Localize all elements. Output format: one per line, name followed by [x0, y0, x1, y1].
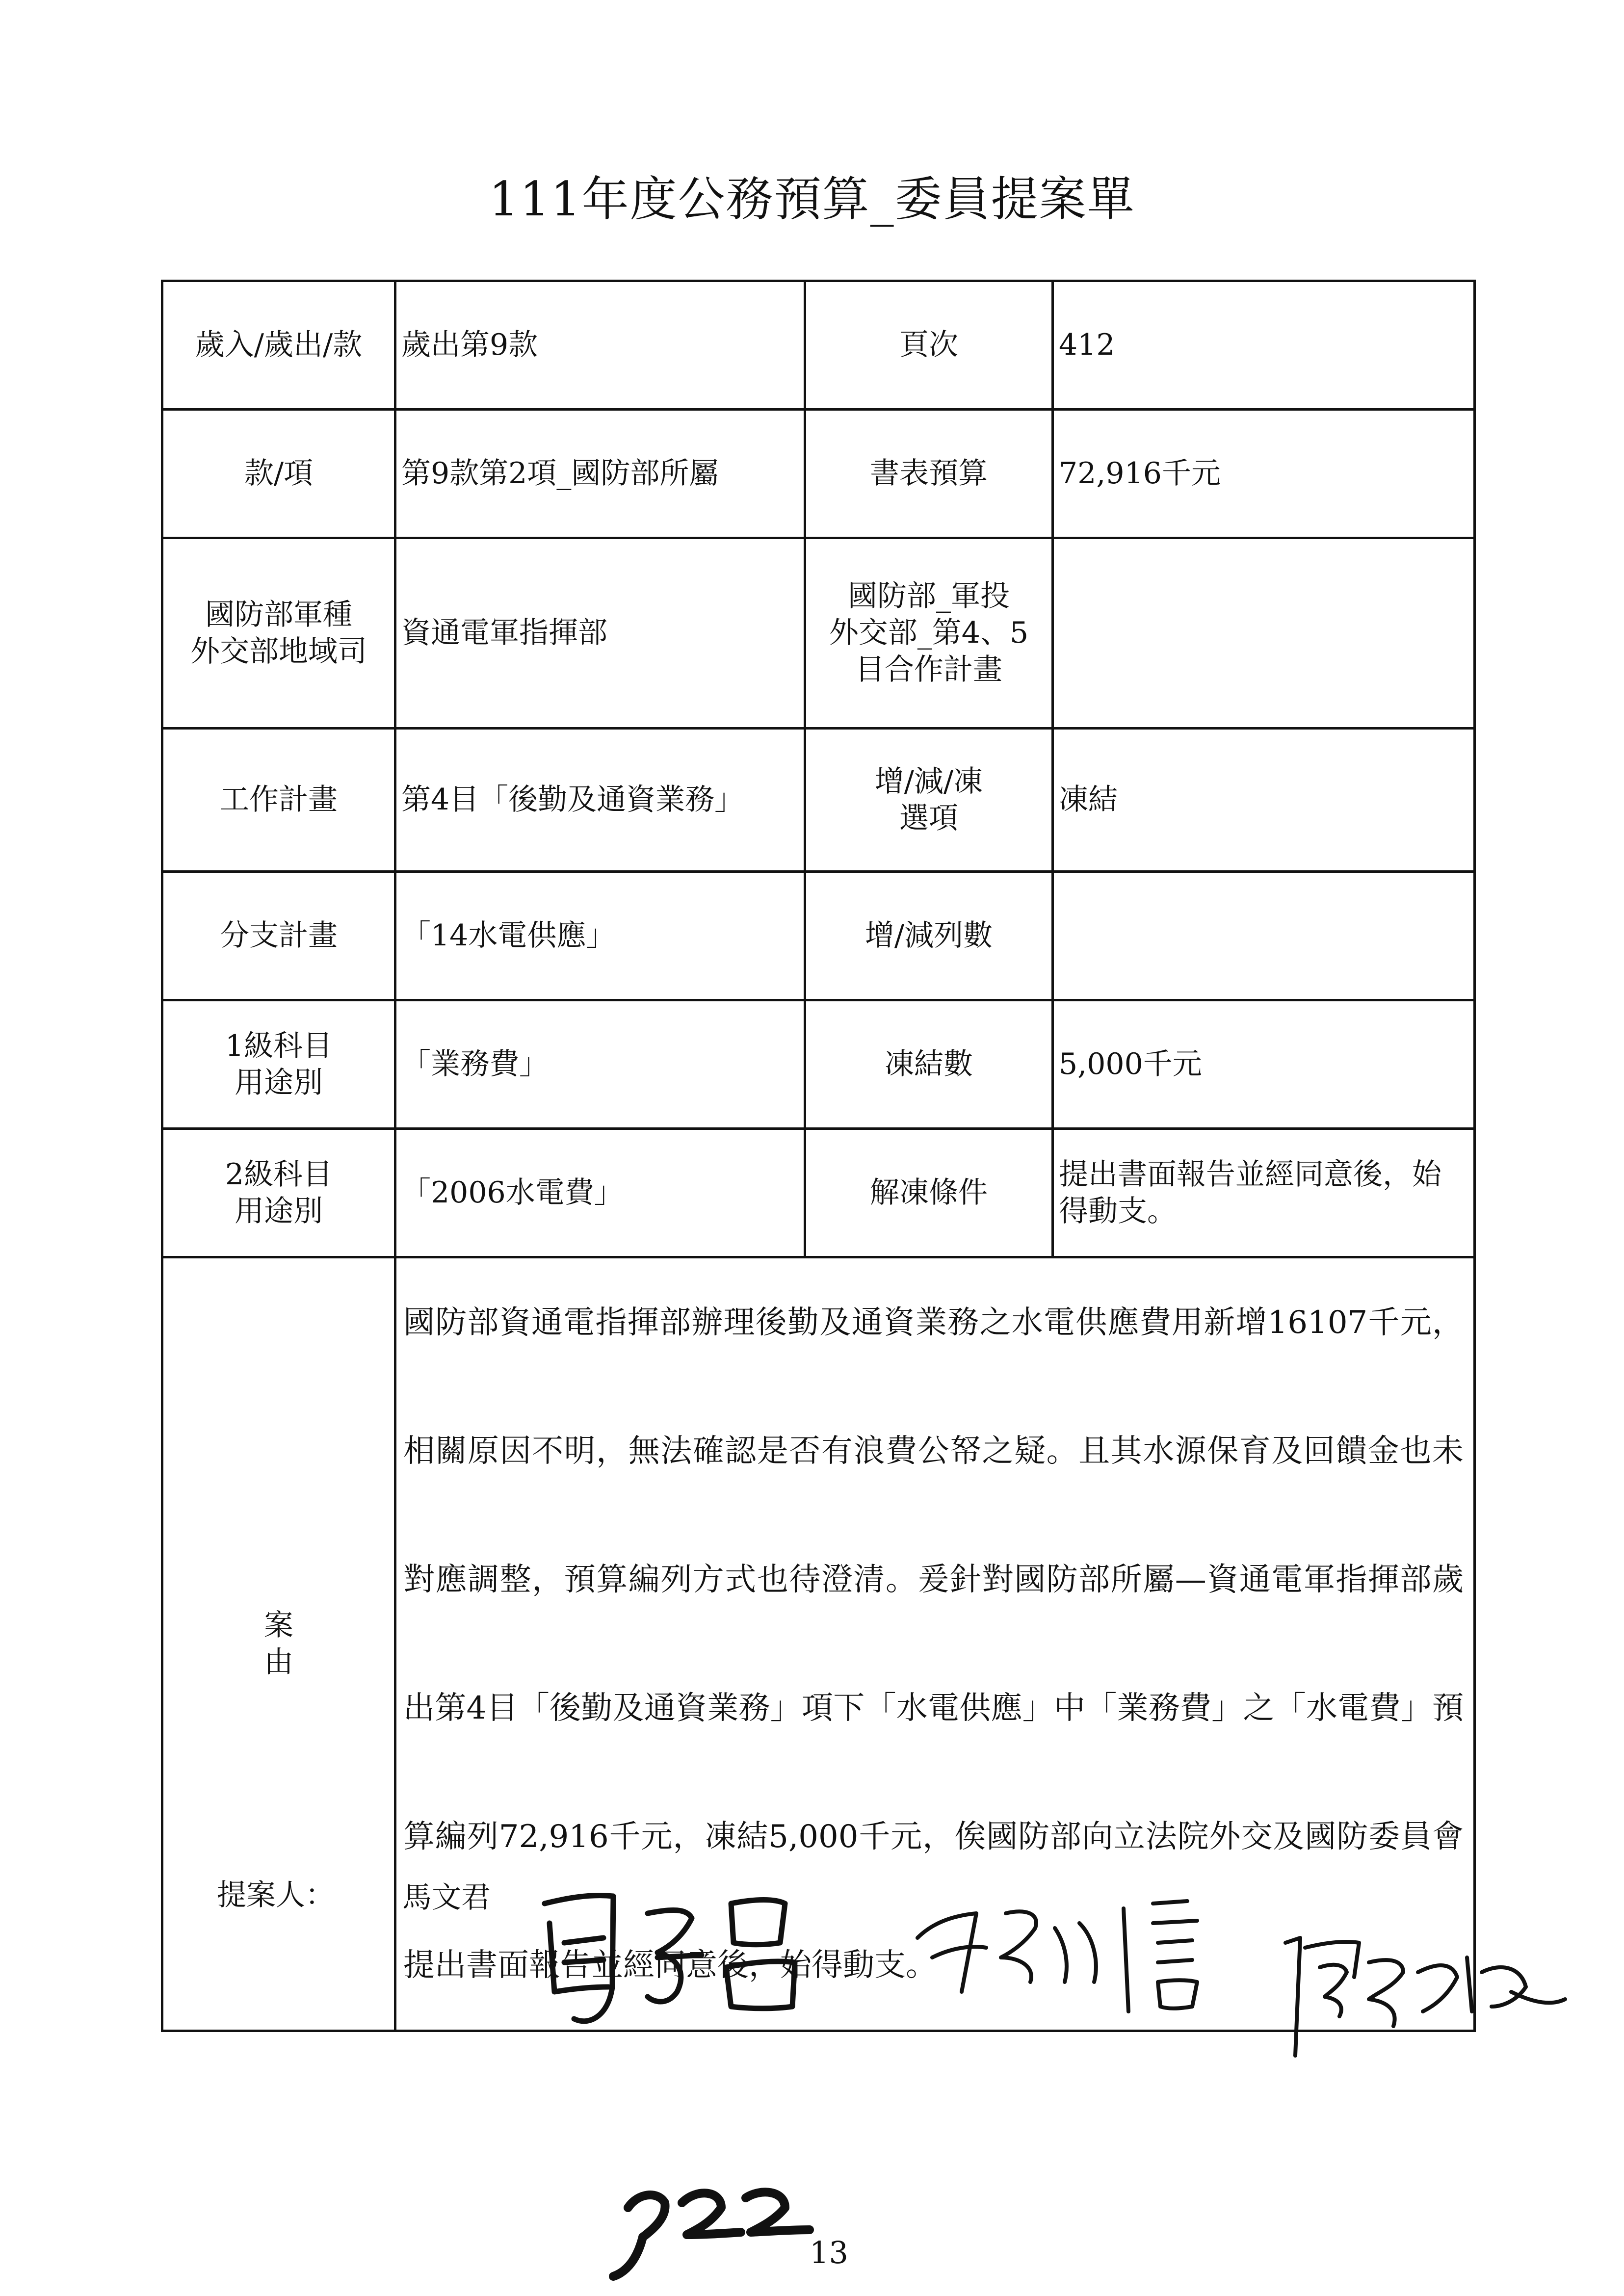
- field-value: 72,916千元: [1053, 410, 1475, 538]
- field-value: 第4目「後勤及通資業務」: [395, 729, 805, 872]
- field-label-line: 外交部地域司: [190, 634, 367, 669]
- field-value: 凍結: [1053, 729, 1475, 872]
- field-label-line: 國防部軍種: [205, 597, 352, 632]
- handwritten-page-mark: [613, 2192, 810, 2276]
- field-value: 5,000千元: [1053, 1000, 1475, 1129]
- field-label: 分支計畫: [162, 872, 395, 1000]
- document-title: 111年度公務預算_委員提案單: [489, 172, 1135, 227]
- field-value: 「14水電供應」: [395, 872, 805, 1000]
- field-value: 412: [1053, 281, 1475, 410]
- reason-label: 案由: [162, 1257, 395, 2031]
- field-label: 增/減列數: [805, 872, 1053, 1000]
- field-label-line: 用途別: [235, 1065, 323, 1100]
- field-value: 資通電軍指揮部: [395, 538, 805, 729]
- field-value: 「2006水電費」: [395, 1129, 805, 1257]
- field-label: 頁次: [805, 281, 1053, 410]
- field-label-line: 增/減/凍: [874, 764, 983, 799]
- field-label: 書表預算: [805, 410, 1053, 538]
- field-label: 歲入/歲出/款: [162, 281, 395, 410]
- field-value: 歲出第9款: [395, 281, 805, 410]
- field-value: 第9款第2項_國防部所屬: [395, 410, 805, 538]
- field-value: 提出書面報告並經同意後，始得動支。: [1053, 1129, 1475, 1257]
- signature-2: [917, 1901, 1197, 2011]
- signature-1: [545, 1896, 795, 2021]
- signature-3: [1285, 1938, 1565, 2056]
- field-label-line: 國防部_軍投: [848, 579, 1010, 613]
- field-label-line: 1級科目: [225, 1028, 333, 1063]
- field-label: 工作計畫: [162, 729, 395, 872]
- proposer-name: 馬文君: [402, 1880, 491, 1915]
- reason-text: 國防部資通電指揮部辦理後勤及通資業務之水電供應費用新增16107千元，相關原因不明，無法確認是否有浪費公帑之疑。且其水源保育及回饋金也未對應調整，預算編列方式也待澄清。爰針對國防部所屬—資通電軍指揮部歲出第4目「後勤及通資業務」項下「水電供應」中「業務費」之「水電費」預算編列72,916千元，凍結5,000千元，俟國防部向立法院外交及國防委員會提出書面報告並經同意後，始得動支。: [395, 1257, 1475, 2031]
- field-label-line: 選項: [899, 801, 958, 835]
- proposer-label: 提案人：: [217, 1878, 335, 1912]
- field-label: 款/項: [162, 410, 395, 538]
- field-label-line: 目合作計畫: [855, 652, 1002, 687]
- field-label-line: 2級科目: [225, 1157, 333, 1192]
- field-label-line: 外交部_第4、5: [829, 616, 1029, 650]
- field-value: 「業務費」: [395, 1000, 805, 1129]
- field-label-line: 用途別: [235, 1194, 323, 1228]
- field-label: 凍結數: [805, 1000, 1053, 1129]
- field-label: 解凍條件: [805, 1129, 1053, 1257]
- page-number: 13: [810, 2235, 848, 2270]
